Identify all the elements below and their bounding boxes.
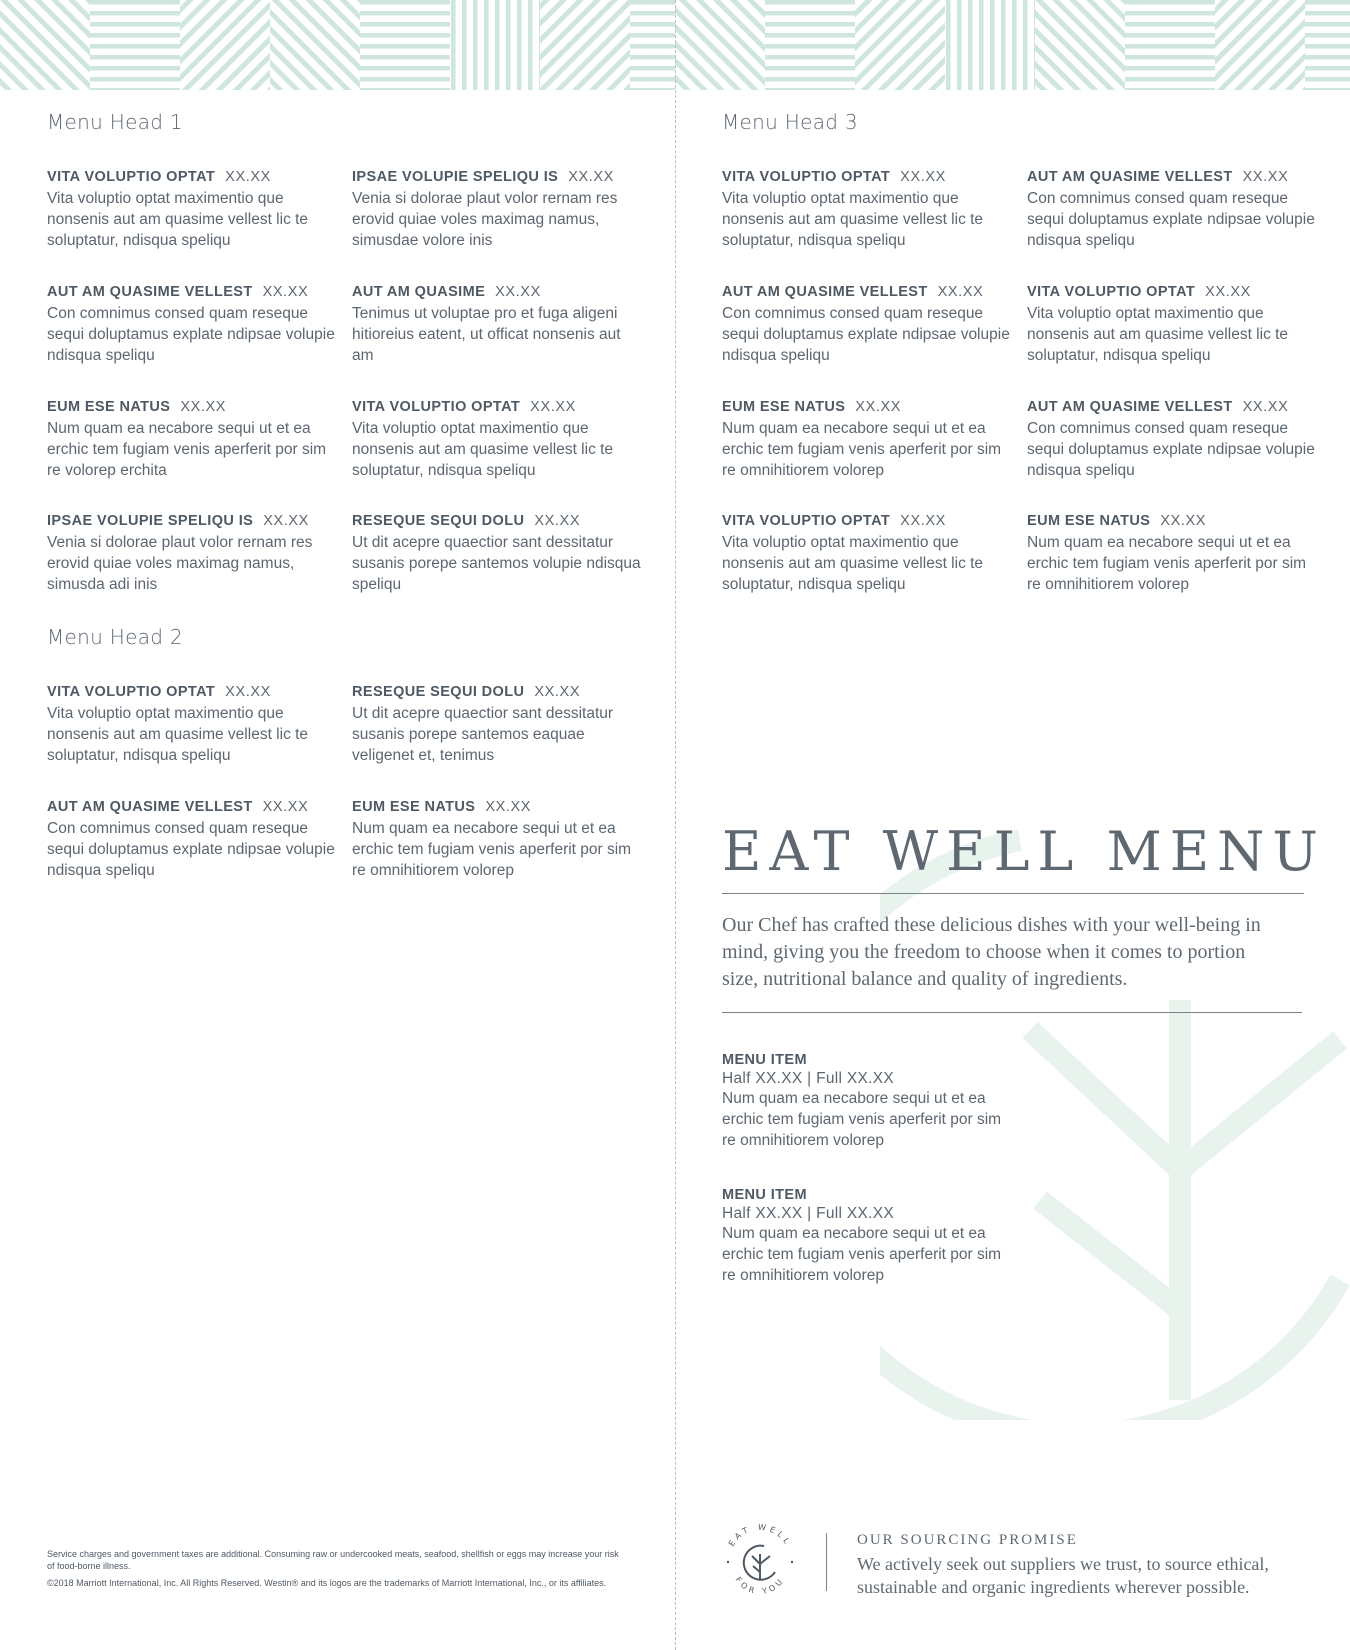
- menu-item-name: AUT AM QUASIME VELLEST: [722, 284, 928, 300]
- menu-item-price: XX.XX: [225, 684, 271, 700]
- promise-divider: [826, 1533, 827, 1591]
- badge-bottom-text: FOR YOU: [733, 1575, 787, 1597]
- eat-well-item-name: MENU ITEM: [722, 1187, 807, 1203]
- menu-item-description: Vita voluptio optat maximentio que nonsenis aut am quasime vellest lic te soluptatur, ndisqua speliqu: [47, 705, 309, 764]
- menu-item-description: Venia si dolorae plaut volor rernam res erovid quiae voles maximag namus, simusda adi inis: [47, 534, 313, 593]
- title-rule: [722, 893, 1304, 894]
- menu-item: [47, 168, 337, 251]
- menu-item: [47, 512, 337, 595]
- badge-top-text: EAT WELL: [726, 1522, 794, 1548]
- menu-item-description: Vita voluptio optat maximentio que nonsenis aut am quasime vellest lic te soluptatur, ndisqua speliqu: [722, 190, 984, 249]
- menu-item-name: EUM ESE NATUS: [47, 399, 171, 415]
- menu-head-3: Menu Head 3: [722, 110, 858, 134]
- menu-item-price: XX.XX: [180, 399, 227, 415]
- menu-item-price: XX.XX: [1242, 399, 1289, 415]
- eat-well-item-price: Half XX.XX | Full XX.XX: [722, 1205, 895, 1222]
- menu-item-price: XX.XX: [900, 513, 946, 529]
- sourcing-promise-title: OUR SOURCING PROMISE: [857, 1532, 1078, 1548]
- menu-head-2: Menu Head 2: [47, 625, 183, 649]
- eat-well-intro: Our Chef has crafted these delicious dishes with your well-being in mind, giving you the freedom to choose when it comes to portion size, nutritional balance and quality of ingredients.: [722, 914, 1261, 990]
- menu-item-price: XX.XX: [937, 284, 984, 300]
- menu-item-price: XX.XX: [262, 799, 309, 815]
- svg-text:EAT WELL: [727, 1523, 793, 1548]
- menu-item-name: AUT AM QUASIME VELLEST: [1027, 169, 1233, 185]
- service-charge-notice: Service charges and government taxes are additional. Consuming raw or undercooked meats, seafood, shellfish or eggs may increase your risk of food-borne illness.: [47, 1549, 619, 1571]
- menu-item-price: XX.XX: [534, 684, 581, 700]
- menu-item-description: Vita voluptio optat maximentio que nonsenis aut am quasime vellest lic te soluptatur, ndisqua speliqu: [47, 190, 309, 249]
- menu-item-name: VITA VOLUPTIO OPTAT: [722, 169, 891, 185]
- menu-item-name: RESEQUE SEQUI DOLU: [352, 513, 525, 529]
- menu-item: [352, 683, 642, 766]
- menu-item-name: VITA VOLUPTIO OPTAT: [352, 399, 521, 415]
- menu-item: [352, 512, 642, 595]
- menu-item-name: AUT AM QUASIME VELLEST: [47, 284, 253, 300]
- menu-item-price: XX.XX: [263, 513, 309, 529]
- eat-well-title: EAT WELL MENU: [722, 820, 1326, 883]
- menu-item: [47, 683, 337, 766]
- menu-item-name: AUT AM QUASIME VELLEST: [47, 799, 253, 815]
- menu-item-description: Vita voluptio optat maximentio que nonsenis aut am quasime vellest lic te soluptatur, ndisqua speliqu: [352, 420, 614, 479]
- menu-item-price: XX.XX: [262, 284, 309, 300]
- menu-item-name: IPSAE VOLUPIE SPELIQU IS: [352, 169, 559, 185]
- menu-head-1: Menu Head 1: [47, 110, 183, 134]
- menu-item-description: Num quam ea necabore sequi ut et ea erchic tem fugiam venis aperferit por sim re omnihitiorem volorep: [352, 820, 632, 879]
- menu-item-name: VITA VOLUPTIO OPTAT: [1027, 284, 1196, 300]
- eat-well-item-price: Half XX.XX | Full XX.XX: [722, 1070, 895, 1087]
- menu-item-price: XX.XX: [485, 799, 532, 815]
- legal-footnote: [47, 1548, 627, 1594]
- fold-line: [675, 0, 676, 1650]
- menu-item-description: Con comnimus consed quam reseque sequi doluptamus explate ndipsae volupie ndisqua speliqu: [1027, 420, 1315, 479]
- menu-item: [47, 283, 337, 366]
- menu-item: [352, 398, 642, 481]
- menu-item-description: Num quam ea necabore sequi ut et ea erchic tem fugiam venis aperferit por sim re omnihitiorem volorep: [722, 420, 1002, 479]
- eat-well-item: [722, 1187, 1012, 1286]
- eat-well-item-description: Num quam ea necabore sequi ut et ea erchic tem fugiam venis aperferit por sim re omnihitiorem volorep: [722, 1225, 1002, 1284]
- menu-item-price: XX.XX: [225, 169, 271, 185]
- menu-item-description: Con comnimus consed quam reseque sequi doluptamus explate ndipsae volupie ndisqua speliqu: [47, 820, 335, 879]
- menu-item: [722, 512, 1012, 595]
- menu-item-name: RESEQUE SEQUI DOLU: [352, 684, 525, 700]
- menu-item-price: XX.XX: [534, 513, 581, 529]
- menu-item-price: XX.XX: [1160, 513, 1207, 529]
- menu-item: [47, 398, 337, 481]
- menu-item-price: XX.XX: [530, 399, 576, 415]
- menu-item-name: EUM ESE NATUS: [722, 399, 846, 415]
- menu-item: [722, 283, 1012, 366]
- menu-item-name: EUM ESE NATUS: [1027, 513, 1151, 529]
- menu-item-description: Venia si dolorae plaut volor rernam res erovid quiae voles maximag namus, simusdae volore inis: [352, 190, 618, 249]
- menu-item-price: XX.XX: [900, 169, 946, 185]
- menu-item: [1027, 283, 1317, 366]
- menu-item: [352, 283, 642, 366]
- menu-item: [1027, 168, 1317, 251]
- menu-item-description: Vita voluptio optat maximentio que nonsenis aut am quasime vellest lic te soluptatur, ndisqua speliqu: [722, 534, 984, 593]
- menu-item-description: Num quam ea necabore sequi ut et ea erchic tem fugiam venis aperferit por sim re omnihitiorem volorep: [1027, 534, 1307, 593]
- menu-item: [352, 798, 642, 881]
- menu-item: [722, 398, 1012, 481]
- menu-item-price: XX.XX: [1242, 169, 1289, 185]
- eat-well-item-description: Num quam ea necabore sequi ut et ea erchic tem fugiam venis aperferit por sim re omnihitiorem volorep: [722, 1090, 1002, 1149]
- menu-item-description: Con comnimus consed quam reseque sequi doluptamus explate ndipsae volupie ndisqua speliqu: [47, 305, 335, 364]
- menu-item-name: IPSAE VOLUPIE SPELIQU IS: [47, 513, 254, 529]
- menu-item-price: XX.XX: [1205, 284, 1251, 300]
- menu-item-description: Ut dit acepre quaectior sant dessitatur susanis porepe santemos volupie ndisqua speliqu: [352, 534, 641, 593]
- menu-item: [1027, 398, 1317, 481]
- copyright-notice: ©2018 Marriott International, Inc. All Rights Reserved. Westin® and its logos are the trademarks of Marriott International, Inc., or its affiliates.: [47, 1578, 607, 1588]
- menu-item-price: XX.XX: [568, 169, 614, 185]
- menu-item-name: VITA VOLUPTIO OPTAT: [47, 169, 216, 185]
- menu-item: [722, 168, 1012, 251]
- menu-item-description: Ut dit acepre quaectior sant dessitatur susanis porepe santemos eaquae veligenet et, tenimus: [352, 705, 614, 764]
- menu-item-name: AUT AM QUASIME VELLEST: [1027, 399, 1233, 415]
- menu-item-description: Con comnimus consed quam reseque sequi doluptamus explate ndipsae volupie ndisqua speliqu: [1027, 190, 1315, 249]
- sourcing-promise-text: We actively seek out suppliers we trust, to source ethical, sustainable and organic ingredients wherever possible.: [857, 1554, 1269, 1597]
- leaf-icon: [744, 1546, 775, 1580]
- menu-item-description: Con comnimus consed quam reseque sequi doluptamus explate ndipsae volupie ndisqua speliqu: [722, 305, 1010, 364]
- menu-item: [47, 798, 337, 881]
- eat-well-item-name: MENU ITEM: [722, 1052, 807, 1068]
- menu-item: [1027, 512, 1317, 595]
- menu-item-description: Tenimus ut voluptae pro et fuga aligeni hitioreius eatent, ut officat nonsenis aut am: [352, 305, 621, 364]
- menu-item-price: XX.XX: [495, 284, 541, 300]
- menu-item-name: AUT AM QUASIME: [352, 284, 486, 300]
- menu-item-description: Vita voluptio optat maximentio que nonsenis aut am quasime vellest lic te soluptatur, ndisqua speliqu: [1027, 305, 1289, 364]
- menu-item-name: VITA VOLUPTIO OPTAT: [47, 684, 216, 700]
- menu-item-price: XX.XX: [855, 399, 902, 415]
- eat-well-item: [722, 1052, 1012, 1151]
- eat-well-for-you-badge: [720, 1520, 800, 1600]
- menu-item-description: Num quam ea necabore sequi ut et ea erchic tem fugiam venis aperferit por sim re volorep erchita: [47, 420, 327, 479]
- intro-rule: [722, 1012, 1302, 1013]
- menu-item-name: EUM ESE NATUS: [352, 799, 476, 815]
- menu-item: [352, 168, 642, 251]
- menu-item-name: VITA VOLUPTIO OPTAT: [722, 513, 891, 529]
